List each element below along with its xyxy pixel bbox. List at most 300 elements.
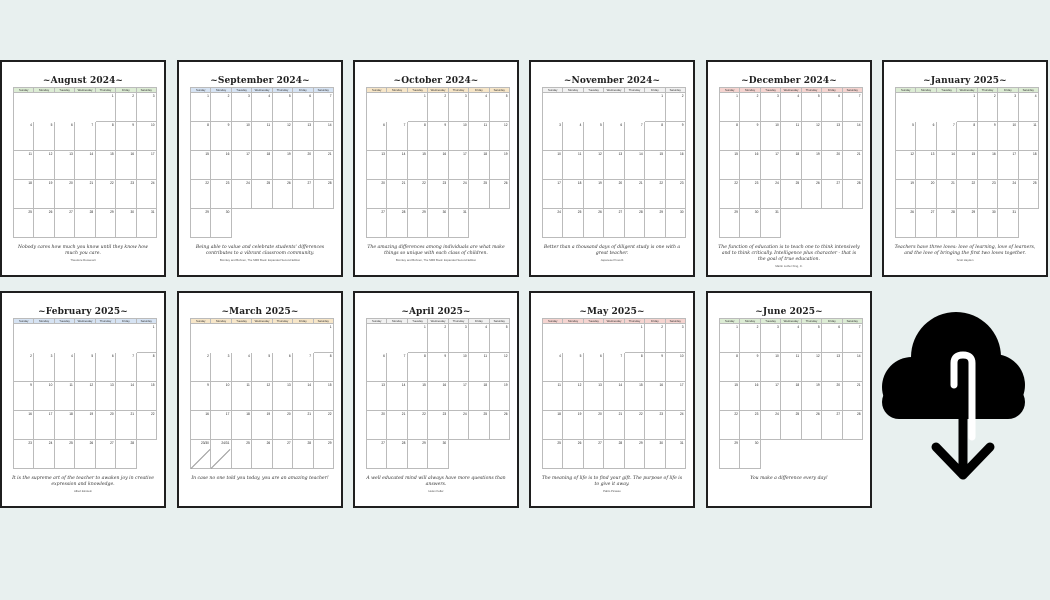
- day-number: 31: [1012, 210, 1017, 214]
- day-number: 14: [618, 383, 623, 387]
- day-cell: [408, 180, 428, 209]
- day-cell: [978, 122, 998, 151]
- day-number: 3: [227, 354, 230, 358]
- day-number: 20: [836, 383, 841, 387]
- day-cell: [584, 353, 604, 382]
- day-cell: [584, 122, 604, 151]
- day-number: 27: [836, 181, 841, 185]
- day-cell: [469, 411, 489, 440]
- weekday-header: Saturday: [843, 319, 863, 324]
- day-cell: [604, 440, 624, 469]
- day-cell: [584, 151, 604, 180]
- day-cell: [252, 411, 272, 440]
- day-number: 14: [951, 152, 955, 156]
- day-cell: [34, 353, 54, 382]
- day-cell: [408, 440, 428, 469]
- day-cell: [14, 382, 34, 411]
- day-cell: [387, 180, 407, 209]
- day-cell: [252, 440, 272, 469]
- day-cell: [490, 151, 510, 180]
- day-cell: [720, 353, 740, 382]
- day-cell: [232, 353, 252, 382]
- calendar-quote: [12, 245, 154, 262]
- day-cell: [408, 382, 428, 411]
- day-number: 10: [1012, 123, 1017, 127]
- day-cell: [75, 411, 95, 440]
- calendar-grid: [366, 87, 510, 238]
- day-cell: [34, 440, 54, 469]
- weekday-header: Monday: [34, 319, 54, 324]
- day-number: 10: [775, 123, 779, 127]
- day-cell: [273, 180, 293, 209]
- day-number: 27: [618, 210, 623, 214]
- day-cell: [490, 382, 510, 411]
- day-number: 23: [992, 181, 996, 185]
- day-cell: [191, 440, 211, 469]
- day-cell: [645, 151, 665, 180]
- calendar-card[interactable]: [529, 60, 695, 277]
- day-cell: [957, 209, 977, 238]
- calendar-card[interactable]: [0, 291, 166, 508]
- day-number: 15: [734, 383, 738, 387]
- quote-text: Better than a thousand days of diligent study is one with a great teacher.: [543, 245, 681, 256]
- day-cell: [408, 209, 428, 238]
- day-cell: [367, 122, 387, 151]
- weekday-header: Tuesday: [761, 319, 781, 324]
- day-cell: [293, 93, 313, 122]
- day-number: 5: [600, 123, 602, 127]
- day-number: 1: [111, 94, 114, 98]
- day-number: 3: [464, 94, 467, 98]
- day-cell: [720, 382, 740, 411]
- day-cell: [720, 93, 740, 122]
- day-number: 28: [401, 441, 406, 445]
- weekday-header: Tuesday: [55, 319, 75, 324]
- calendar-card[interactable]: [706, 291, 872, 508]
- weekday-header: Monday: [740, 88, 760, 93]
- day-cell: [843, 93, 863, 122]
- day-cell: [957, 180, 977, 209]
- weekday-header: Monday: [740, 319, 760, 324]
- day-cell: [116, 122, 136, 151]
- day-cell: [232, 122, 252, 151]
- day-number: 6: [71, 123, 73, 127]
- day-cell: [916, 93, 936, 122]
- day-number: 17: [246, 152, 250, 156]
- day-cell: [896, 122, 916, 151]
- day-cell: [740, 411, 760, 440]
- day-cell: [843, 382, 863, 411]
- day-number: 30: [225, 210, 230, 214]
- day-number: 4: [71, 354, 73, 358]
- day-cell: [469, 440, 489, 469]
- day-number: 30: [442, 441, 447, 445]
- day-cell: [232, 411, 252, 440]
- weekday-header: Sunday: [191, 319, 211, 324]
- weekday-header: Tuesday: [408, 88, 428, 93]
- day-cell: [843, 180, 863, 209]
- day-number: 19: [89, 412, 94, 416]
- weekday-header: Tuesday: [584, 319, 604, 324]
- day-cell: [843, 209, 863, 238]
- day-cell: [822, 411, 842, 440]
- cloud-download-icon[interactable]: [880, 305, 1025, 490]
- day-cell: [137, 93, 157, 122]
- day-cell: [387, 324, 407, 353]
- weekday-header: Saturday: [490, 319, 510, 324]
- day-number: 2: [756, 94, 759, 98]
- day-number: 6: [838, 325, 841, 329]
- day-cell: [563, 411, 583, 440]
- quote-author: Pablo Picasso: [603, 489, 621, 493]
- day-cell: [75, 209, 95, 238]
- day-cell: [367, 411, 387, 440]
- day-number: 29: [205, 210, 209, 214]
- day-cell: [293, 382, 313, 411]
- calendar-quote: [189, 476, 331, 482]
- day-cell: [1019, 209, 1039, 238]
- day-number: 17: [1012, 152, 1017, 156]
- day-cell: [604, 180, 624, 209]
- day-cell: [740, 93, 760, 122]
- day-number: 10: [48, 383, 53, 387]
- day-number: 15: [422, 152, 426, 156]
- day-number: 26: [598, 210, 602, 214]
- day-cell: [666, 440, 686, 469]
- weekday-header: Sunday: [720, 88, 740, 93]
- day-cell: [740, 180, 760, 209]
- weekday-header: Saturday: [314, 319, 334, 324]
- weekday-header: Monday: [211, 88, 231, 93]
- weekday-header: Thursday: [273, 88, 293, 93]
- day-cell: [273, 411, 293, 440]
- day-number: 4: [248, 354, 250, 358]
- day-number: 19: [816, 383, 820, 387]
- weekday-header: Monday: [387, 88, 407, 93]
- day-number: 25: [483, 181, 488, 185]
- weekday-header: Friday: [469, 319, 489, 324]
- day-cell: [75, 180, 95, 209]
- day-cell: [781, 122, 801, 151]
- day-number: 13: [836, 354, 841, 358]
- quote-text: Teachers have three loves: love of learning, love of learners, and the love of bringing the first two loves together.: [894, 245, 1036, 256]
- day-cell: [211, 93, 231, 122]
- day-cell: [387, 353, 407, 382]
- day-number: 20: [287, 412, 291, 416]
- day-cell: [314, 122, 334, 151]
- day-number: 9: [661, 354, 664, 358]
- day-cell: [314, 180, 334, 209]
- day-number: 26: [48, 210, 53, 214]
- day-number: 16: [28, 412, 32, 416]
- day-cell: [563, 440, 583, 469]
- day-cell: [937, 180, 957, 209]
- calendar-grid: [719, 318, 863, 469]
- weekday-header: Thursday: [449, 319, 469, 324]
- day-number: 26: [287, 181, 291, 185]
- day-number: 27: [69, 210, 73, 214]
- day-cell: [387, 440, 407, 469]
- day-number: 5: [817, 94, 820, 98]
- day-number: 25: [266, 181, 271, 185]
- day-number: 8: [661, 123, 664, 127]
- weekday-header: Saturday: [666, 319, 686, 324]
- day-number: 12: [816, 354, 820, 358]
- day-cell: [604, 151, 624, 180]
- weekday-header: Wednesday: [428, 319, 448, 324]
- day-cell: [137, 180, 157, 209]
- quote-text: It is the supreme art of the teacher to awaken joy in creative expression and knowledge.: [12, 476, 154, 487]
- day-number: 12: [910, 152, 914, 156]
- day-number: 15: [150, 383, 155, 387]
- calendar-title: ~May 2025~: [579, 307, 645, 317]
- day-cell: [604, 93, 624, 122]
- calendar-grid: [190, 87, 334, 238]
- day-cell: [645, 93, 665, 122]
- day-cell: [232, 440, 252, 469]
- day-cell: [998, 151, 1018, 180]
- day-cell: [584, 180, 604, 209]
- day-cell: [645, 209, 665, 238]
- weekday-header: Sunday: [720, 319, 740, 324]
- day-cell: [957, 122, 977, 151]
- day-number: 15: [659, 152, 664, 156]
- day-cell: [490, 411, 510, 440]
- day-cell: [367, 209, 387, 238]
- weekday-header: Wednesday: [604, 319, 624, 324]
- day-number: 16: [679, 152, 684, 156]
- day-cell: [543, 353, 563, 382]
- day-cell: [191, 151, 211, 180]
- day-cell: [116, 209, 136, 238]
- day-cell: [998, 209, 1018, 238]
- day-cell: [469, 122, 489, 151]
- day-cell: [761, 151, 781, 180]
- calendar-quote: [365, 245, 507, 262]
- day-number: 2: [444, 94, 447, 98]
- day-cell: [802, 122, 822, 151]
- day-number: 22: [734, 181, 738, 185]
- weekday-header: Sunday: [367, 88, 387, 93]
- day-number: 12: [503, 123, 508, 127]
- day-number: 9: [993, 123, 996, 127]
- weekday-header: Thursday: [273, 319, 293, 324]
- day-cell: [843, 122, 863, 151]
- day-cell: [449, 151, 469, 180]
- day-number: 24: [775, 412, 779, 416]
- day-cell: [666, 209, 686, 238]
- day-cell: [96, 353, 116, 382]
- day-number: 21: [307, 412, 312, 416]
- day-number: 28: [639, 210, 643, 214]
- day-cell: [408, 353, 428, 382]
- weekday-header: Saturday: [490, 88, 510, 93]
- day-cell: [802, 93, 822, 122]
- day-number: 19: [48, 181, 53, 185]
- day-cell: [469, 151, 489, 180]
- day-cell: [55, 382, 75, 411]
- day-cell: [645, 180, 665, 209]
- day-cell: [314, 440, 334, 469]
- day-cell: [55, 411, 75, 440]
- day-number: 8: [640, 354, 643, 358]
- day-number: 1: [329, 325, 332, 329]
- day-cell: [252, 93, 272, 122]
- day-cell: [822, 324, 842, 353]
- day-cell: [781, 353, 801, 382]
- day-cell: [490, 209, 510, 238]
- calendar-grid: [13, 318, 157, 469]
- day-number: 14: [401, 152, 406, 156]
- calendar-grid: [190, 318, 334, 469]
- day-cell: [802, 151, 822, 180]
- day-number: 17: [679, 383, 684, 387]
- day-number: 8: [424, 123, 426, 127]
- day-number: 3: [152, 94, 155, 98]
- day-cell: [916, 151, 936, 180]
- day-cell: [387, 122, 407, 151]
- day-number: 27: [598, 441, 602, 445]
- day-number: 9: [227, 123, 230, 127]
- day-number: 12: [577, 383, 582, 387]
- day-number: 9: [756, 123, 759, 127]
- calendar-grid: [895, 87, 1039, 238]
- day-number: 16: [130, 152, 135, 156]
- calendar-quote: [541, 476, 683, 493]
- day-number: 6: [932, 123, 935, 127]
- day-number: 15: [734, 152, 738, 156]
- day-cell: [408, 122, 428, 151]
- day-number: 27: [381, 210, 385, 214]
- day-number: 19: [287, 152, 291, 156]
- day-cell: [55, 122, 75, 151]
- day-cell: [469, 209, 489, 238]
- calendar-card[interactable]: [529, 291, 695, 508]
- day-number: 14: [856, 354, 861, 358]
- day-number: 19: [816, 152, 820, 156]
- calendar-grid: [542, 318, 686, 469]
- day-number: 6: [111, 354, 114, 358]
- day-number: 14: [89, 152, 94, 156]
- day-number: 28: [89, 210, 94, 214]
- weekday-header: Friday: [998, 88, 1018, 93]
- day-cell: [625, 440, 645, 469]
- day-number: 14: [856, 123, 861, 127]
- day-cell: [822, 353, 842, 382]
- day-cell: [34, 324, 54, 353]
- day-cell: [314, 93, 334, 122]
- weekday-header: Sunday: [14, 319, 34, 324]
- day-cell: [740, 382, 760, 411]
- quote-author: Japanese Proverb: [600, 258, 624, 262]
- weekday-header: Monday: [34, 88, 54, 93]
- calendar-card[interactable]: [177, 60, 343, 277]
- day-cell: [761, 353, 781, 382]
- day-cell: [293, 122, 313, 151]
- day-cell: [896, 93, 916, 122]
- day-cell: [96, 93, 116, 122]
- day-cell: [645, 382, 665, 411]
- quote-text: In case no one told you today, you are an amazing teacher!: [191, 476, 329, 481]
- day-number: 15: [110, 152, 114, 156]
- calendar-grid: [542, 87, 686, 238]
- day-cell: [273, 324, 293, 353]
- weekday-header: Wednesday: [75, 88, 95, 93]
- quote-author: Albert Einstein: [73, 489, 93, 493]
- calendar-quote: [365, 476, 507, 493]
- day-number: 24: [557, 210, 561, 214]
- day-number: 23: [28, 441, 32, 445]
- weekday-header: Wednesday: [604, 88, 624, 93]
- day-cell: [584, 411, 604, 440]
- day-cell: [428, 93, 448, 122]
- day-cell: [387, 411, 407, 440]
- day-cell: [843, 353, 863, 382]
- day-number: 30: [130, 210, 135, 214]
- calendar-card[interactable]: [706, 60, 872, 277]
- calendar-title: ~March 2025~: [221, 307, 299, 317]
- day-number: 29: [639, 441, 643, 445]
- calendar-grid: [719, 87, 863, 238]
- day-number: 22: [734, 412, 738, 416]
- day-cell: [367, 353, 387, 382]
- day-cell: [75, 151, 95, 180]
- day-cell: [34, 122, 54, 151]
- day-cell: [781, 209, 801, 238]
- day-number: 1: [207, 94, 209, 98]
- day-number: 28: [130, 441, 135, 445]
- day-cell: [625, 151, 645, 180]
- day-number: 5: [912, 123, 914, 127]
- day-cell: [822, 382, 842, 411]
- day-cell: [116, 151, 136, 180]
- day-cell: [740, 151, 760, 180]
- day-number: 10: [463, 354, 467, 358]
- day-cell: [584, 209, 604, 238]
- day-number: 3: [50, 354, 53, 358]
- day-number: 13: [69, 152, 73, 156]
- day-number: 18: [483, 383, 488, 387]
- day-number: 10: [463, 123, 467, 127]
- weekday-header: Wednesday: [781, 88, 801, 93]
- calendar-card[interactable]: [177, 291, 343, 508]
- weekday-header: Thursday: [96, 88, 116, 93]
- day-cell: [998, 93, 1018, 122]
- calendar-card[interactable]: [882, 60, 1048, 277]
- quote-text: Nobody cares how much you know until they know how much you care.: [18, 245, 148, 256]
- day-number: 11: [28, 152, 32, 156]
- weekday-header: Tuesday: [761, 88, 781, 93]
- day-cell: [822, 440, 842, 469]
- day-cell: [543, 93, 563, 122]
- day-number: 14: [327, 123, 332, 127]
- day-cell: [252, 151, 272, 180]
- day-number: 7: [329, 94, 332, 98]
- day-cell: [469, 93, 489, 122]
- day-number: 22: [971, 181, 976, 185]
- day-number: 25: [577, 210, 582, 214]
- day-number: 8: [152, 354, 155, 358]
- day-cell: [211, 209, 231, 238]
- day-cell: [645, 122, 665, 151]
- weekday-header: Monday: [563, 88, 583, 93]
- calendar-card[interactable]: [353, 60, 519, 277]
- calendar-card[interactable]: [353, 291, 519, 508]
- calendar-card[interactable]: [0, 60, 166, 277]
- weekday-header: Saturday: [843, 88, 863, 93]
- day-number: 3: [464, 325, 467, 329]
- day-cell: [14, 440, 34, 469]
